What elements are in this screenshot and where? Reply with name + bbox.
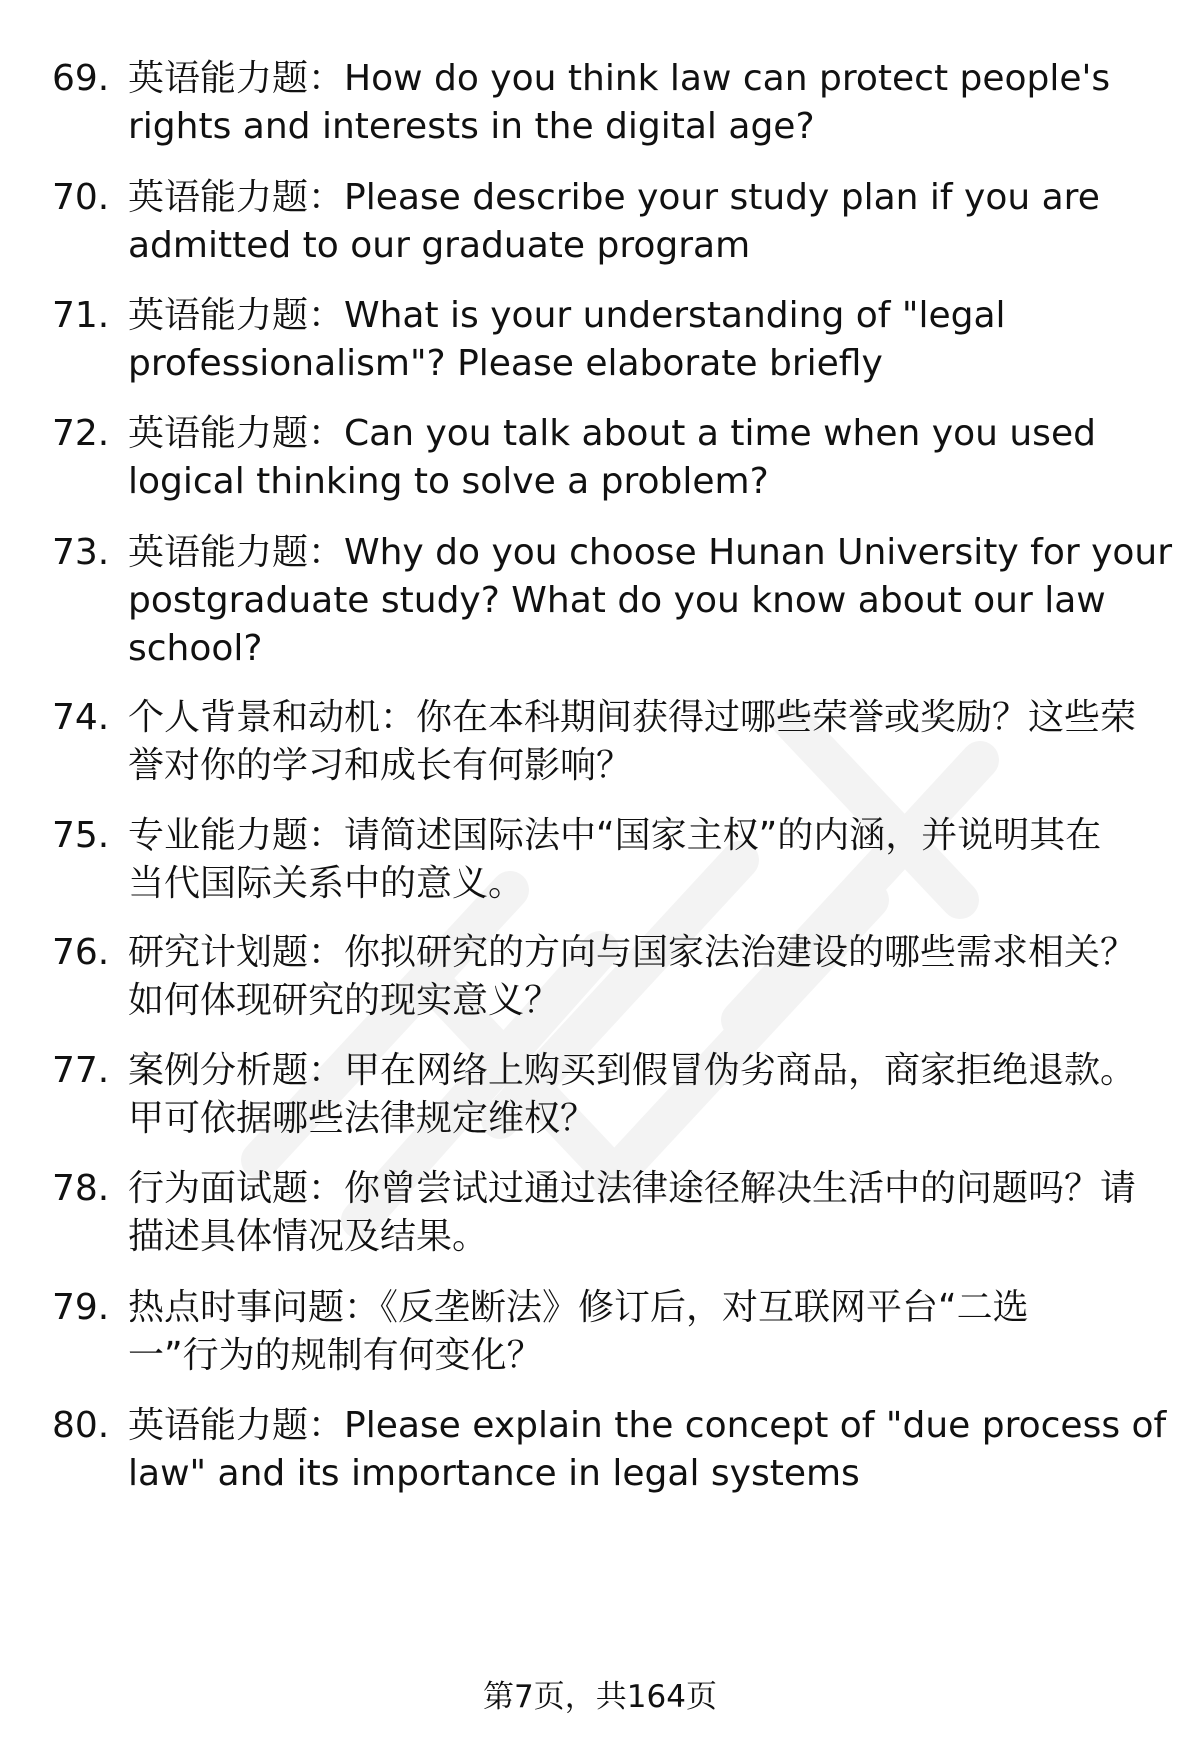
question-text <box>128 292 1148 388</box>
question-text <box>128 529 1173 673</box>
question-text <box>128 1165 1148 1261</box>
question-number: 74. <box>52 697 110 738</box>
question-text-line: 英语能力题：How do you think law can protect people's <box>128 58 1111 99</box>
question-number: 80. <box>52 1405 110 1446</box>
question-text-line: 个人背景和动机：你在本科期间获得过哪些荣誉或奖励？这些荣 <box>128 697 1137 738</box>
question-text <box>128 812 1148 908</box>
question-text-line: postgraduate study? What do you know about our law <box>128 580 1106 621</box>
question-text-line: 甲可依据哪些法律规定维权？ <box>128 1098 597 1139</box>
question-number: 76. <box>52 932 110 973</box>
question-text-line: school? <box>128 628 263 669</box>
question-number: 70. <box>52 177 110 218</box>
question-text <box>128 410 1148 506</box>
question-number: 78. <box>52 1168 110 1209</box>
question-text-line: 誉对你的学习和成长有何影响？ <box>128 745 633 786</box>
question-text-line: law" and its importance in legal systems <box>128 1453 860 1494</box>
question-text-line: 如何体现研究的现实意义？ <box>128 980 561 1021</box>
question-text-line: 热点时事问题：《反垄断法》修订后，对互联网平台“二选 <box>128 1287 1029 1328</box>
question-text-line: 英语能力题：Why do you choose Hunan University for your <box>128 532 1173 573</box>
question-text-line: admitted to our graduate program <box>128 225 751 266</box>
question-text-line: 行为面试题：你曾尝试过通过法律途径解决生活中的问题吗？请 <box>128 1168 1137 1209</box>
question-number: 72. <box>52 413 110 454</box>
question-number: 71. <box>52 295 110 336</box>
question-number: 77. <box>52 1050 110 1091</box>
question-text-line: 英语能力题：Can you talk about a time when you used <box>128 413 1096 454</box>
question-text-line: professionalism"? Please elaborate briefly <box>128 343 883 384</box>
question-text-line: 一”行为的规制有何变化？ <box>128 1335 543 1376</box>
question-text-line: 英语能力题：Please explain the concept of "due process of <box>128 1405 1167 1446</box>
question-text-line: rights and interests in the digital age? <box>128 106 815 147</box>
question-text <box>128 929 1148 1025</box>
question-text-line: 当代国际关系中的意义。 <box>128 863 525 904</box>
question-text-line: logical thinking to solve a problem? <box>128 461 769 502</box>
question-text <box>128 694 1148 790</box>
question-text <box>128 1402 1167 1498</box>
question-number: 73. <box>52 532 110 573</box>
question-number: 79. <box>52 1287 110 1328</box>
question-text-line: 案例分析题：甲在网络上购买到假冒伪劣商品，商家拒绝退款。 <box>128 1050 1137 1091</box>
question-text <box>128 174 1148 270</box>
question-number: 69. <box>52 58 110 99</box>
question-text-line: 专业能力题：请简述国际法中“国家主权”的内涵，并说明其在 <box>128 815 1102 856</box>
question-text <box>128 1284 1148 1380</box>
question-text <box>128 1047 1148 1143</box>
page-number-footer: 第7页，共164页 <box>483 1679 717 1715</box>
question-number: 75. <box>52 815 110 856</box>
question-text-line: 英语能力题：Please describe your study plan if you are <box>128 177 1100 218</box>
question-text-line: 描述具体情况及结果。 <box>128 1216 489 1257</box>
question-text <box>128 55 1148 151</box>
question-text-line: 研究计划题：你拟研究的方向与国家法治建设的哪些需求相关？ <box>128 932 1137 973</box>
question-text-line: 英语能力题：What is your understanding of "legal <box>128 295 1006 336</box>
